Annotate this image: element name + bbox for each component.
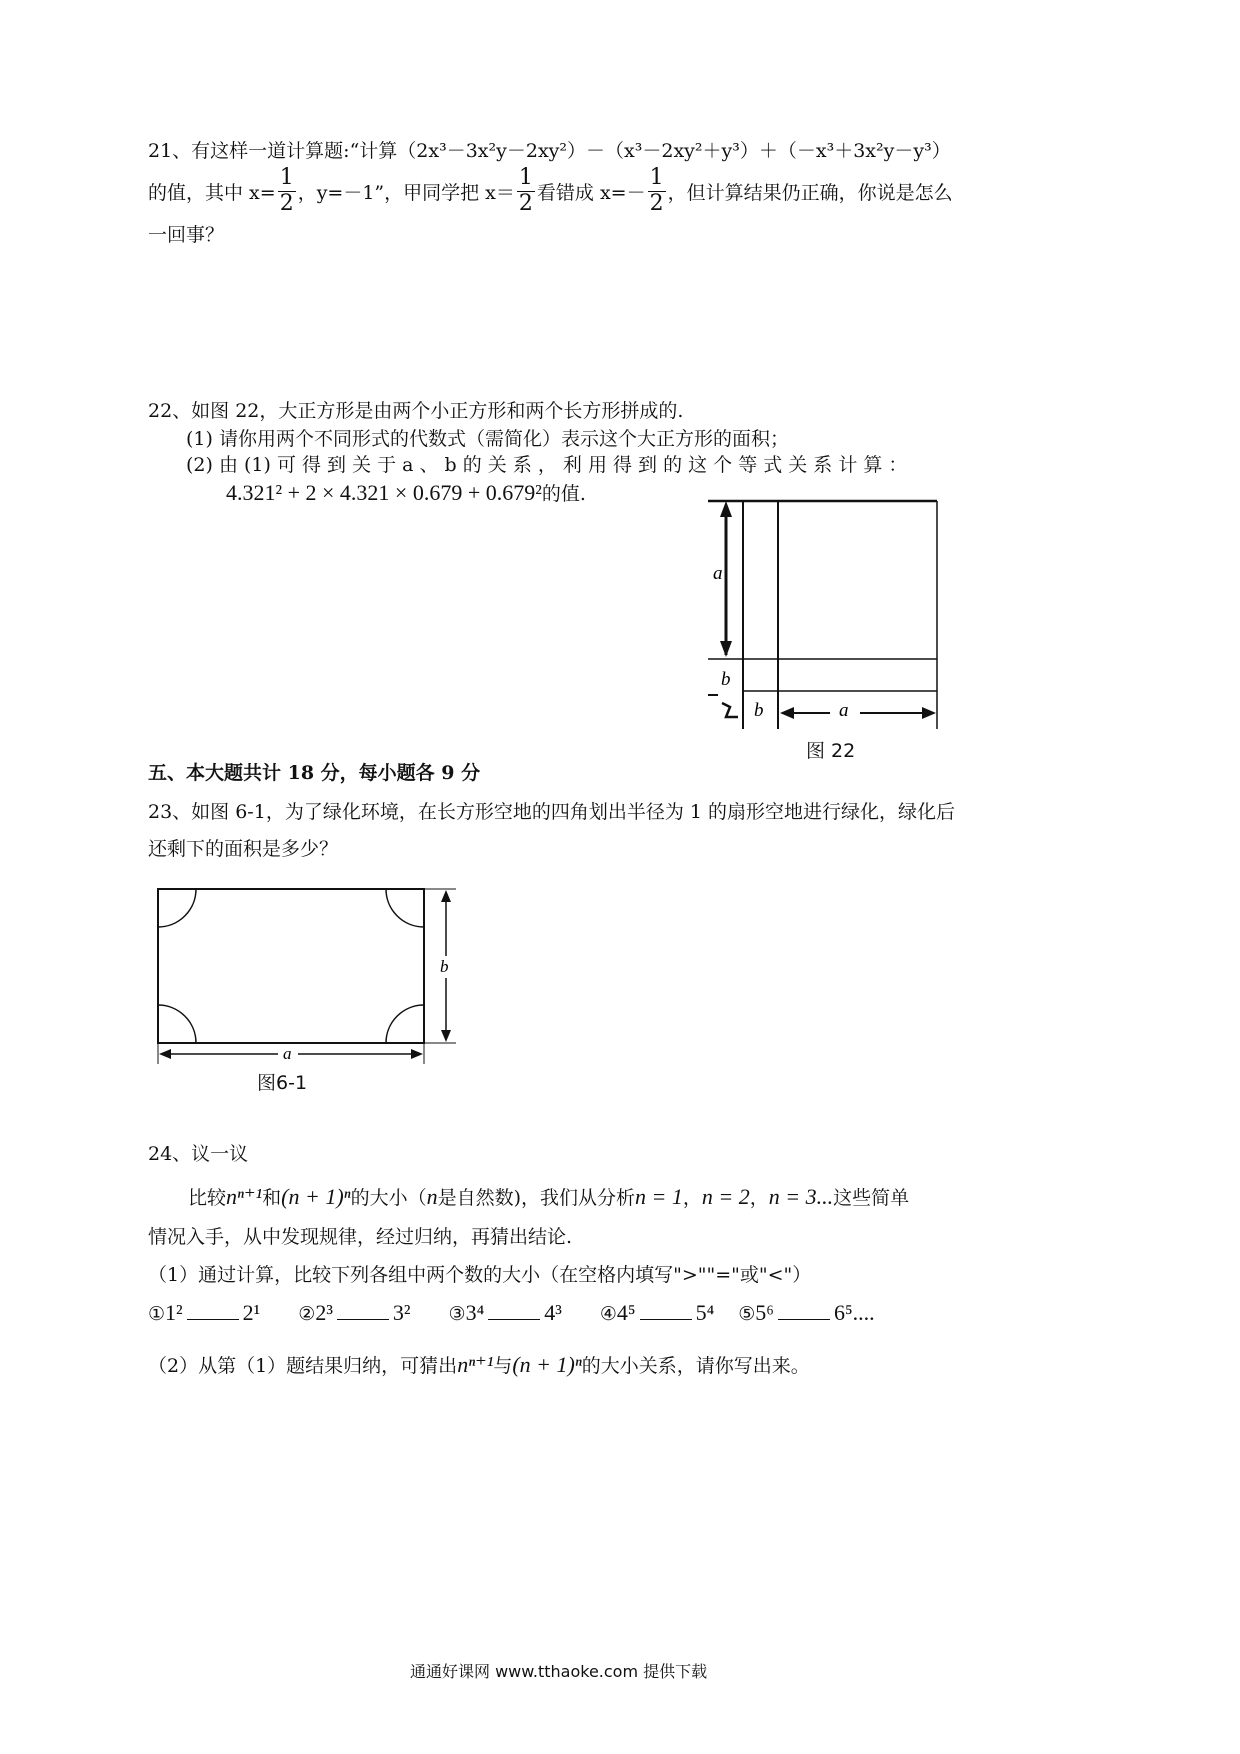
fig22-arrow-a-left-head bbox=[780, 707, 794, 719]
q22-expr-suffix: 的值. bbox=[541, 483, 586, 505]
q24-para-g: 这些简单 bbox=[833, 1187, 910, 1209]
fig61-arrow-a-right bbox=[411, 1049, 423, 1059]
q21-line2-c: 看错成 x=－ bbox=[536, 181, 646, 204]
q24-item-3-blank[interactable] bbox=[488, 1301, 540, 1320]
q24-item-3-label: ③ bbox=[448, 1303, 466, 1325]
fig61-corner-arc-top-left bbox=[158, 889, 196, 927]
q21-line2 bbox=[148, 164, 953, 218]
q24-part2-a: （2）从第（1）题结果归纳，可猜出 bbox=[148, 1355, 458, 1377]
fig61-caption: 图6-1 bbox=[257, 1072, 308, 1094]
figure-6-1 bbox=[150, 882, 470, 1067]
q24-expr-np1-pow: (n + 1)ⁿ bbox=[281, 1184, 351, 1209]
fig22-arrow-a-top-head bbox=[720, 501, 732, 517]
q24-para-a: 比较 bbox=[188, 1187, 227, 1209]
q24-item-5-label: ⑤ bbox=[738, 1303, 756, 1325]
q24-item-2-blank[interactable] bbox=[337, 1301, 389, 1320]
q24-item-4-blank[interactable] bbox=[640, 1301, 692, 1320]
fig22-caption: 图 22 bbox=[806, 740, 856, 762]
q24-item-2-right: 3² bbox=[392, 1300, 411, 1325]
q24-item-2-left: 2³ bbox=[315, 1300, 333, 1325]
fig22-label-a-bottom: a bbox=[839, 700, 849, 721]
q24-item-5-blank[interactable] bbox=[778, 1301, 830, 1320]
q22-line2: (1) 请你用两个不同形式的代数式（需简化）表示这个大正方形的面积； bbox=[186, 428, 789, 450]
q24-item-4-left: 4⁵ bbox=[616, 1300, 636, 1325]
q22-line3: (2) 由 (1) 可 得 到 关 于 a 、 b 的 关 系 ， 利 用 得 到 的 这 个 等 式 关 系 计 算 ： bbox=[186, 454, 908, 476]
fig61-rectangle bbox=[158, 889, 424, 1043]
q24-item-5 bbox=[738, 1300, 874, 1326]
q24-comparison-row bbox=[148, 1300, 875, 1326]
q23-line2: 还剩下的面积是多少？ bbox=[148, 838, 339, 860]
q24-para-f: ， bbox=[749, 1187, 769, 1209]
q21-line2-d: ，但计算结果仍正确，你说是怎么 bbox=[667, 181, 953, 204]
q24-part2-b: 与 bbox=[493, 1355, 513, 1377]
section-5-title: 五、本大题共计 18 分，每小题各 9 分 bbox=[148, 762, 481, 784]
fig61-corner-arc-bottom-right bbox=[386, 1005, 424, 1043]
q21-frac-2: $\frac{1}{2}$ bbox=[518, 165, 533, 216]
q24-item-4-right: 5⁴ bbox=[695, 1300, 715, 1325]
q21-line2-a: 的值，其中 x= bbox=[148, 181, 276, 204]
q24-para-line1 bbox=[188, 1186, 909, 1208]
q24-para-e: ， bbox=[682, 1187, 702, 1209]
q24-item-3-left: 3⁴ bbox=[465, 1300, 485, 1325]
q24-n-var: n bbox=[426, 1184, 438, 1209]
fig61-corner-arc-bottom-left bbox=[158, 1005, 196, 1043]
q24-item-3 bbox=[449, 1300, 562, 1326]
fig22-label-b-bottom: b bbox=[754, 700, 764, 721]
q24-para-line2: 情况入手，从中发现规律，经过归纳，再猜出结论. bbox=[148, 1226, 573, 1248]
fig22-arrow-a-right-head bbox=[922, 707, 936, 719]
q21-frac-1: $\frac{1}{2}$ bbox=[279, 165, 294, 216]
q24-item-5-right: 6⁵.... bbox=[833, 1300, 875, 1325]
q24-item-1 bbox=[148, 1300, 260, 1326]
q23-line1: 23、如图 6-1，为了绿化环境，在长方形空地的四角划出半径为 1 的扇形空地进行绿化，绿化后 bbox=[148, 801, 955, 823]
q24-part1: （1）通过计算，比较下列各组中两个数的大小（在空格内填写">""="或"<"） bbox=[148, 1264, 812, 1286]
q21-line3: 一回事？ bbox=[148, 224, 225, 246]
q24-item-1-blank[interactable] bbox=[187, 1301, 239, 1320]
q24-item-1-label: ① bbox=[148, 1303, 166, 1325]
q24-n2: n = 2 bbox=[701, 1184, 750, 1209]
q24-part2-expr2: (n + 1)ⁿ bbox=[512, 1352, 582, 1377]
q24-expr-n-pow: nⁿ⁺¹ bbox=[226, 1184, 263, 1209]
figure-22 bbox=[700, 495, 950, 770]
fig22-label-b-left: b bbox=[721, 669, 731, 690]
fig61-label-b: b bbox=[440, 957, 449, 976]
fig61-arrow-b-top bbox=[441, 890, 451, 902]
q21-line1: 21、有这样一道计算题:“计算（2x³－3x²y－2xy²）－（x³－2xy²＋y³）＋（－x³＋3x²y－y³） bbox=[148, 140, 951, 162]
q24-item-4 bbox=[600, 1300, 714, 1326]
q24-para-b: 和 bbox=[262, 1187, 282, 1209]
q24-part2-expr1: nⁿ⁺¹ bbox=[457, 1352, 494, 1377]
q21-line2-b: ，y=－1”，甲同学把 x＝ bbox=[297, 181, 515, 204]
fig61-arrow-b-bottom bbox=[441, 1030, 451, 1042]
q24-n3: n = 3... bbox=[768, 1184, 834, 1209]
fig22-label-a-left: a bbox=[713, 563, 723, 584]
q21-frac-3: $\frac{1}{2}$ bbox=[649, 165, 664, 216]
fig22-small-arrow bbox=[722, 703, 738, 717]
q22-line1: 22、如图 22，大正方形是由两个小正方形和两个长方形拼成的. bbox=[148, 400, 684, 422]
q22-expression: 4.321² + 2 × 4.321 × 0.679 + 0.679² bbox=[226, 480, 542, 505]
page-footer: 通通好课网 www.tthaoke.com 提供下载 bbox=[410, 1662, 708, 1681]
q24-item-3-right: 4³ bbox=[544, 1300, 562, 1325]
q24-title: 24、议一议 bbox=[148, 1143, 249, 1165]
q24-item-1-left: 1² bbox=[165, 1300, 183, 1325]
fig61-corner-arc-top-right bbox=[386, 889, 424, 927]
q24-item-1-right: 2¹ bbox=[242, 1300, 261, 1325]
q24-n1: n = 1 bbox=[635, 1184, 683, 1209]
q24-item-2-label: ② bbox=[298, 1303, 316, 1325]
q24-part2-c: 的大小关系，请你写出来。 bbox=[581, 1355, 810, 1377]
q24-item-4-label: ④ bbox=[599, 1303, 617, 1325]
q24-item-2 bbox=[298, 1300, 410, 1326]
fig61-arrow-a-left bbox=[159, 1049, 171, 1059]
fig61-label-a: a bbox=[283, 1044, 292, 1063]
q22-expr bbox=[226, 482, 586, 504]
q24-para-d: 是自然数)，我们从分析 bbox=[437, 1187, 636, 1209]
fig22-arrow-a-bottom-head bbox=[720, 641, 732, 657]
q24-part2 bbox=[148, 1354, 810, 1376]
q24-item-5-left: 5⁶ bbox=[755, 1300, 774, 1325]
q24-para-c: 的大小（ bbox=[350, 1187, 427, 1209]
